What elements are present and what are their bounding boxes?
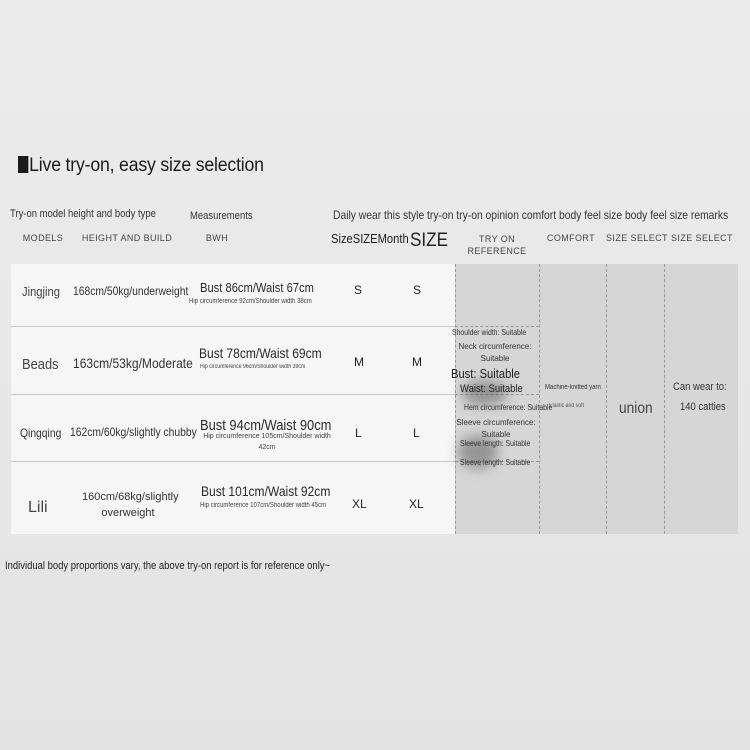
model-build: 162cm/60kg/slightly chubby [70,425,197,439]
model-build: 168cm/50kg/underweight [73,284,189,298]
ref-sleeve-length: Sleeve length: Suitable [460,458,531,467]
row-divider [11,326,455,327]
ref-sleeve-circumference: Sleeve circumference: Suitable [456,418,536,439]
hip-shoulder: Hip circumference 96cm/Shoulder width 39cm [200,364,306,370]
size-remark-line1: Can wear to: [673,381,727,393]
divider [455,264,456,534]
divider [539,264,540,534]
hip-shoulder: Hip circumference 107cm/Shoulder width 45cm [200,502,327,509]
hip-shoulder: Hip circumference 105cm/Shoulder width 42cm [203,433,331,451]
divider [455,326,539,327]
ref-hem-circumference: Hem circumference: Suitable [464,403,553,412]
size-value: XL [352,497,367,511]
header-bwh: BWH [205,233,229,243]
measurements-label: Measurements [190,210,253,222]
ref-neck-circumference: Neck circumference: Suitable [458,342,532,363]
ref-sleeve-length: Sleeve length: Suitable [460,439,531,448]
bust-waist: Bust 86cm/Waist 67cm [200,280,314,295]
size-value: L [355,426,362,440]
title-marker-icon [18,156,28,173]
model-name: Beads [22,356,59,373]
size-value: XL [409,497,424,511]
header-size-select-1: SIZE SELECT [606,233,668,243]
ref-waist: Waist: Suitable [460,383,523,395]
model-name: Lili [28,499,48,516]
daily-wear-label: Daily wear this style try-on try-on opinion comfort body feel size body feel size remarks [333,208,729,222]
model-name: Qingqing [20,426,62,440]
page-title: Live try-on, easy size selection [18,155,264,177]
row-divider [11,461,455,462]
size-value: L [413,426,420,440]
bust-waist: Bust 94cm/Waist 90cm [200,417,332,434]
bust-waist: Bust 78cm/Waist 69cm [199,345,322,361]
model-build: 160cm/68kg/slightly overweight [82,491,179,519]
divider [664,264,665,534]
size-value: M [412,355,422,369]
divider [606,264,607,534]
header-tryon-reference: TRY ON REFERENCE [467,234,527,256]
comfort-feel: Elastic and soft [549,403,584,409]
header-size-mix: SizeSIZEMonth [331,231,409,246]
size-remark-line2: 140 catties [680,401,726,413]
size-value: S [413,283,422,297]
size-select-value: union [619,400,653,417]
header-height-build: HEIGHT AND BUILD [81,233,173,243]
comfort-material: Machine-knitted yarn [545,384,601,391]
header-models: MODELS [22,233,64,243]
size-value: S [354,283,363,297]
model-build: 163cm/53kg/Moderate [73,355,193,371]
model-name: Jingjing [22,284,60,299]
bust-waist: Bust 101cm/Waist 92cm [201,483,331,499]
hip-shoulder: Hip circumference 92cm/Shoulder width 38cm [189,298,312,305]
header-comfort: COMFORT [546,233,596,243]
header-size: SIZE [410,230,449,251]
footer-note: Individual body proportions vary, the above try-on report is for reference only~ [5,560,331,572]
ref-shoulder-width: Shoulder width: Suitable [452,328,527,337]
ref-bust: Bust: Suitable [451,366,520,381]
size-value: M [354,355,364,369]
header-size-select-2: SIZE SELECT [671,233,733,243]
tryon-model-label: Try-on model height and body type [10,208,156,220]
row-divider [11,394,455,395]
